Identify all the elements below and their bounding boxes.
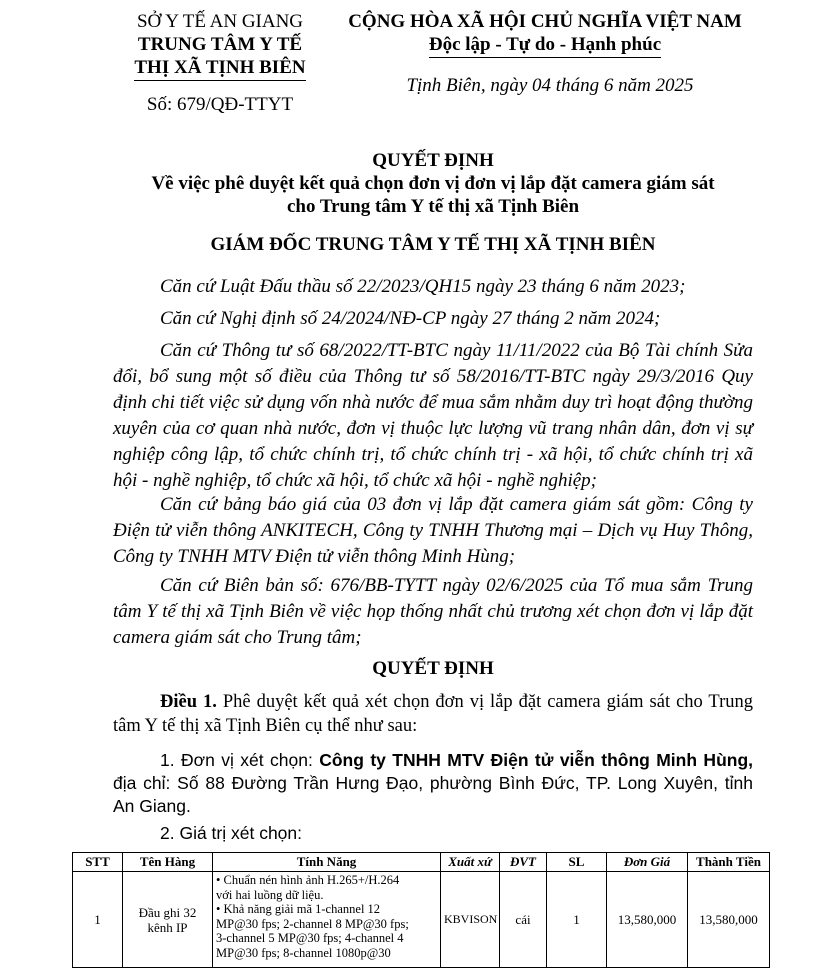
item1-prefix: 1. Đơn vị xét chọn:	[160, 750, 320, 770]
basis-5-line: tâm Y tế thị xã Tịnh Biên về việc họp thống nhất chủ trương xét chọn đơn vị lắp đặt	[113, 601, 753, 622]
place-date: Tịnh Biên, ngày 04 tháng 6 năm 2025	[406, 75, 694, 96]
basis-3-line: đổi, bổ sung một số điều của Thông tư số 58/2016/TT-BTC ngày 29/3/2016 Quy	[113, 366, 753, 387]
col-stt: STT	[73, 853, 123, 872]
col-total: Thành Tiền	[688, 853, 770, 872]
cell-features	[213, 872, 441, 968]
cell-total: 13,580,000	[688, 872, 770, 968]
article1-line1	[160, 692, 753, 713]
item1-address: địa chỉ: Số 88 Đường Trần Hưng Đạo, phường Bình Đức, TP. Long Xuyên, tỉnh	[113, 773, 753, 793]
article1-label: Điều 1.	[160, 692, 217, 712]
cell-name: Đầu ghi 32 kênh IP	[123, 872, 213, 968]
cell-unit-price: 13,580,000	[607, 872, 688, 968]
header-right	[335, 10, 755, 97]
feature-line: • Khả năng giải mã 1-channel 12	[216, 902, 381, 916]
cell-unit: cái	[500, 872, 547, 968]
org-line1: TRUNG TÂM Y TẾ	[137, 34, 303, 55]
header-left	[110, 10, 330, 116]
cell-origin: KBVISON	[441, 872, 500, 968]
item1-line	[160, 750, 753, 771]
basis-5-line: camera giám sát cho Trung tâm;	[113, 627, 362, 648]
basis-4-line: Điện tử viễn thông ANKITECH, Công ty TNHH Thương mại – Dịch vụ Huy Thông,	[113, 520, 753, 541]
title-heading: QUYẾT ĐỊNH	[372, 150, 494, 171]
title-subject-line2: cho Trung tâm Y tế thị xã Tịnh Biên	[286, 196, 580, 217]
basis-3-line: hội - nghề nghiệp, tổ chức xã hội, tổ chức xã hội - nghề nghiệp;	[113, 470, 597, 491]
article1-line2: tâm Y tế thị xã Tịnh Biên cụ thể như sau:	[113, 716, 418, 736]
feature-line: • Chuẩn nén hình ảnh H.265+/H.264	[216, 873, 400, 887]
motto: Độc lập - Tự do - Hạnh phúc	[429, 33, 661, 58]
feature-line: với hai luồng dữ liệu.	[216, 887, 324, 902]
basis-2: Căn cứ Nghị định số 24/2024/NĐ-CP ngày 27 tháng 2 năm 2024;	[160, 308, 661, 329]
basis-3-line: nghiệp công lập, tổ chức chính trị, tổ chức chính trị - xã hội, tổ chức chính trị xã	[113, 444, 753, 465]
feature-line: MP@30 fps; 8-channel 1080p@30	[216, 945, 391, 960]
doc-number: Số: 679/QĐ-TTYT	[146, 94, 294, 115]
basis-3-line: xuyên của cơ quan nhà nước, đơn vị thuộc lực lượng vũ trang nhân dân, đơn vị sự	[113, 418, 753, 439]
table-row	[73, 872, 770, 968]
item1-company: Công ty TNHH MTV Điện tử viễn thông Minh Hùng,	[319, 750, 754, 770]
basis-3-line: định chi tiết việc sử dụng vốn nhà nước để mua sắm nhằm duy trì hoạt động thường	[113, 392, 753, 413]
feature-line: 3-channel 5 MP@30 fps; 4-channel 4	[216, 931, 404, 945]
item1-address-2: An Giang.	[113, 796, 191, 816]
price-table	[72, 852, 770, 968]
cell-qty: 1	[547, 872, 607, 968]
article1-text1: Phê duyệt kết quả xét chọn đơn vị lắp đặt camera giám sát cho Trung	[216, 692, 753, 712]
feature-line: MP@30 fps; 2-channel 8 MP@30 fps;	[216, 916, 409, 931]
basis-1: Căn cứ Luật Đấu thầu số 22/2023/QH15 ngày 23 tháng 6 năm 2023;	[160, 276, 686, 297]
table-header-row	[73, 853, 770, 872]
col-unit-price: Đơn Giá	[607, 853, 688, 872]
basis-4-line: Căn cứ bảng báo giá của 03 đơn vị lắp đặt camera giám sát gồm: Công ty	[160, 494, 753, 515]
basis-5-line: Căn cứ Biên bản số: 676/BB-TYTT ngày 02/6/2025 của Tổ mua sắm Trung	[160, 575, 753, 596]
col-unit: ĐVT	[500, 853, 547, 872]
decision-heading: QUYẾT ĐỊNH	[372, 658, 494, 679]
authority: GIÁM ĐỐC TRUNG TÂM Y TẾ THỊ XÃ TỊNH BIÊN	[210, 234, 656, 255]
col-features: Tính Năng	[213, 853, 441, 872]
decision-title	[100, 149, 766, 218]
col-origin: Xuất xứ	[441, 853, 500, 872]
basis-4-line: Công ty TNHH MTV Điện tử viễn thông Minh Hùng;	[113, 546, 516, 567]
title-subject-line1: Về việc phê duyệt kết quả chọn đơn vị đơn vị lắp đặt camera giám sát	[151, 173, 715, 194]
department: SỞ Y TẾ AN GIANG	[136, 11, 304, 32]
cell-stt: 1	[73, 872, 123, 968]
col-name: Tên Hàng	[123, 853, 213, 872]
item2: 2. Giá trị xét chọn:	[160, 823, 303, 843]
nation: CỘNG HÒA XÃ HỘI CHỦ NGHĨA VIỆT NAM	[348, 11, 742, 32]
col-qty: SL	[547, 853, 607, 872]
org-line2: THỊ XÃ TỊNH BIÊN	[134, 56, 305, 81]
basis-3-line: Căn cứ Thông tư số 68/2022/TT-BTC ngày 11/11/2022 của Bộ Tài chính Sửa	[160, 340, 753, 361]
